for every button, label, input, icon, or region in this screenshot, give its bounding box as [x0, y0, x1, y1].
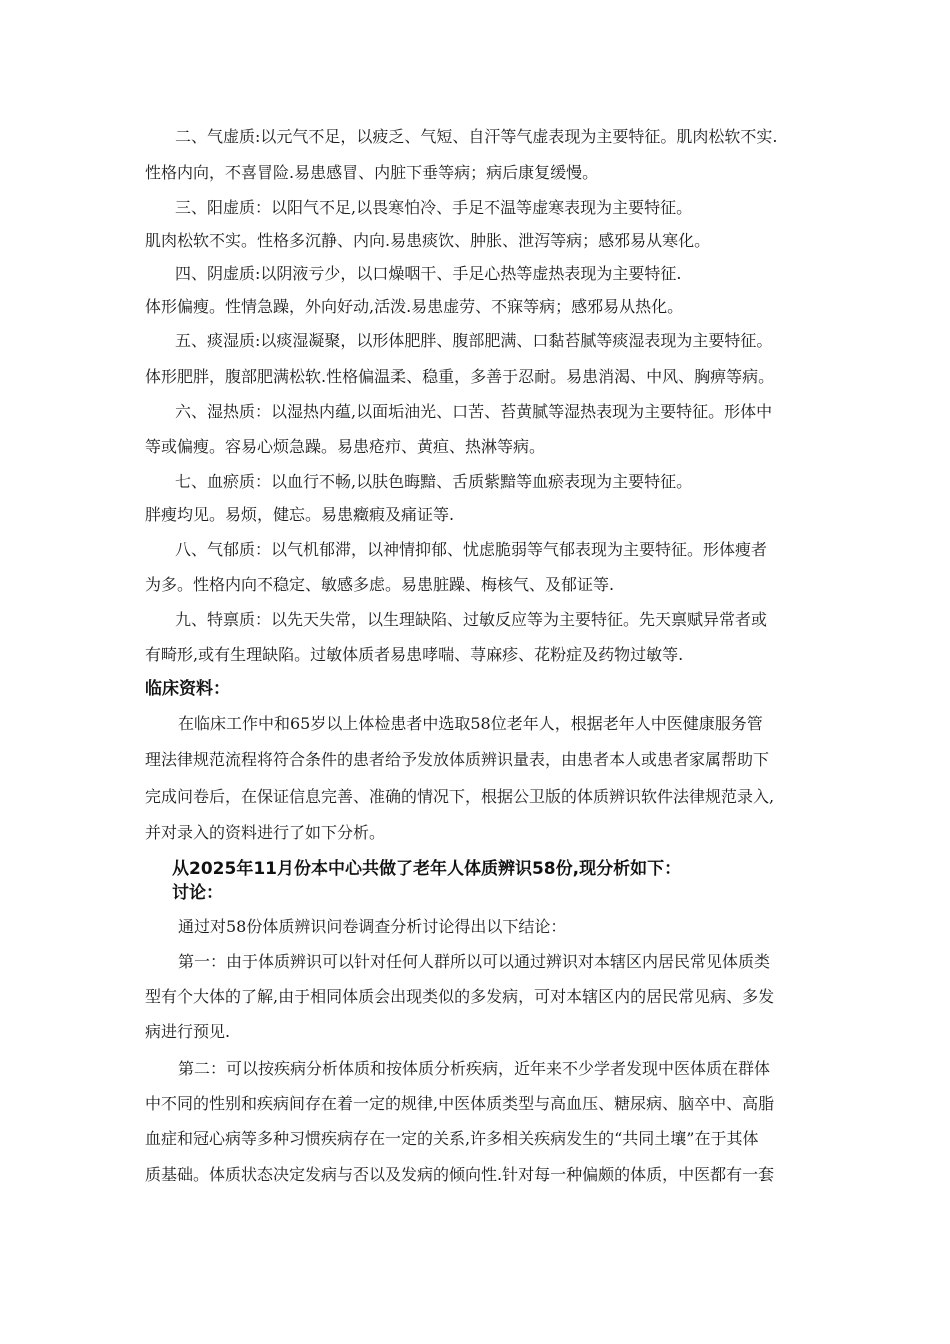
constitution-line: 为多。性格内向不稳定、敏感多虑。易患脏躁、梅核气、及郁证等. — [145, 575, 615, 594]
clinical-line: 完成问卷后，在保证信息完善、准确的情况下，根据公卫版的体质辨识软件法律规范录入, — [145, 787, 775, 806]
constitution-line: 肌肉松软不实。性格多沉静、内向.易患痰饮、肿胀、泄泻等病；感邪易从寒化。 — [145, 231, 711, 250]
constitution-line: 有畸形,或有生理缺陷。过敏体质者易患哮喘、荨麻疹、花粉症及药物过敏等. — [145, 645, 684, 664]
constitution-line: 体形肥胖，腹部肥满松软.性格偏温柔、稳重，多善于忍耐。易患消渴、中风、胸痹等病。 — [145, 367, 775, 386]
constitution-line: 九、特禀质：以先天失常，以生理缺陷、过敏反应等为主要特征。先天禀赋异常者或 — [175, 610, 768, 629]
discussion-heading: 讨论： — [172, 883, 223, 903]
discussion-line: 中不同的性别和疾病间存在着一定的规律,中医体质类型与高血压、糖尿病、脑卒中、高脂 — [145, 1094, 775, 1113]
discussion-line: 型有个大体的了解,由于相同体质会出现类似的多发病，可对本辖区内的居民常见病、多发 — [145, 987, 775, 1006]
clinical-line: 并对录入的资料进行了如下分析。 — [145, 823, 386, 842]
constitution-line: 八、气郁质：以气机郁滞，以神情抑郁、忧虑脆弱等气郁表现为主要特征。形体瘦者 — [175, 540, 768, 559]
constitution-line: 三、阳虚质：以阳气不足,以畏寒怕冷、手足不温等虚寒表现为主要特征。 — [175, 198, 693, 217]
summary-line: 从2025年11月份本中心共做了老年人体质辨识58份,现分析如下： — [172, 859, 682, 879]
discussion-line: 第二：可以按疾病分析体质和按体质分析疾病，近年来不少学者发现中医体质在群体 — [178, 1059, 771, 1078]
constitution-line: 等或偏瘦。容易心烦急躁。易患疮疖、黄疸、热淋等病。 — [145, 437, 546, 456]
clinical-heading: 临床资料： — [145, 679, 230, 699]
discussion-line: 第一：由于体质辨识可以针对任何人群所以可以通过辨识对本辖区内居民常见体质类 — [178, 952, 771, 971]
constitution-line: 六、湿热质：以湿热内蕴,以面垢油光、口苦、苔黄腻等湿热表现为主要特征。形体中 — [175, 402, 773, 421]
clinical-line: 理法律规范流程将符合条件的患者给予发放体质辨识量表，由患者本人或患者家属帮助下 — [145, 750, 770, 769]
constitution-line: 胖瘦均见。易烦，健忘。易患癥瘕及痛证等. — [145, 505, 455, 524]
constitution-line: 四、阴虚质:以阴液亏少，以口燥咽干、手足心热等虚热表现为主要特征. — [175, 264, 682, 283]
clinical-line: 在临床工作中和65岁以上体检患者中选取58位老年人，根据老年人中医健康服务管 — [178, 714, 763, 733]
discussion-line: 病进行预见. — [145, 1022, 231, 1041]
discussion-line: 质基础。体质状态决定发病与否以及发病的倾向性.针对每一种偏颇的体质，中医都有一套 — [145, 1165, 775, 1184]
constitution-line: 性格内向，不喜冒险.易患感冒、内脏下垂等病；病后康复缓慢。 — [145, 163, 599, 182]
constitution-line: 体形偏瘦。性情急躁，外向好动,活泼.易患虚劳、不寐等病；感邪易从热化。 — [145, 297, 684, 316]
constitution-line: 五、痰湿质:以痰湿凝聚，以形体肥胖、腹部肥满、口黏苔腻等痰湿表现为主要特征。 — [175, 331, 773, 350]
discussion-line: 通过对58份体质辨识问卷调查分析讨论得出以下结论： — [178, 917, 567, 936]
discussion-line: 血症和冠心病等多种习惯疾病存在一定的关系,许多相关疾病发生的“共同土壤”在于其体 — [145, 1129, 759, 1148]
constitution-line: 二、气虚质:以元气不足，以疲乏、气短、自汗等气虚表现为主要特征。肌肉松软不实. — [175, 127, 778, 146]
constitution-line: 七、血瘀质：以血行不畅,以肤色晦黯、舌质紫黯等血瘀表现为主要特征。 — [175, 472, 693, 491]
